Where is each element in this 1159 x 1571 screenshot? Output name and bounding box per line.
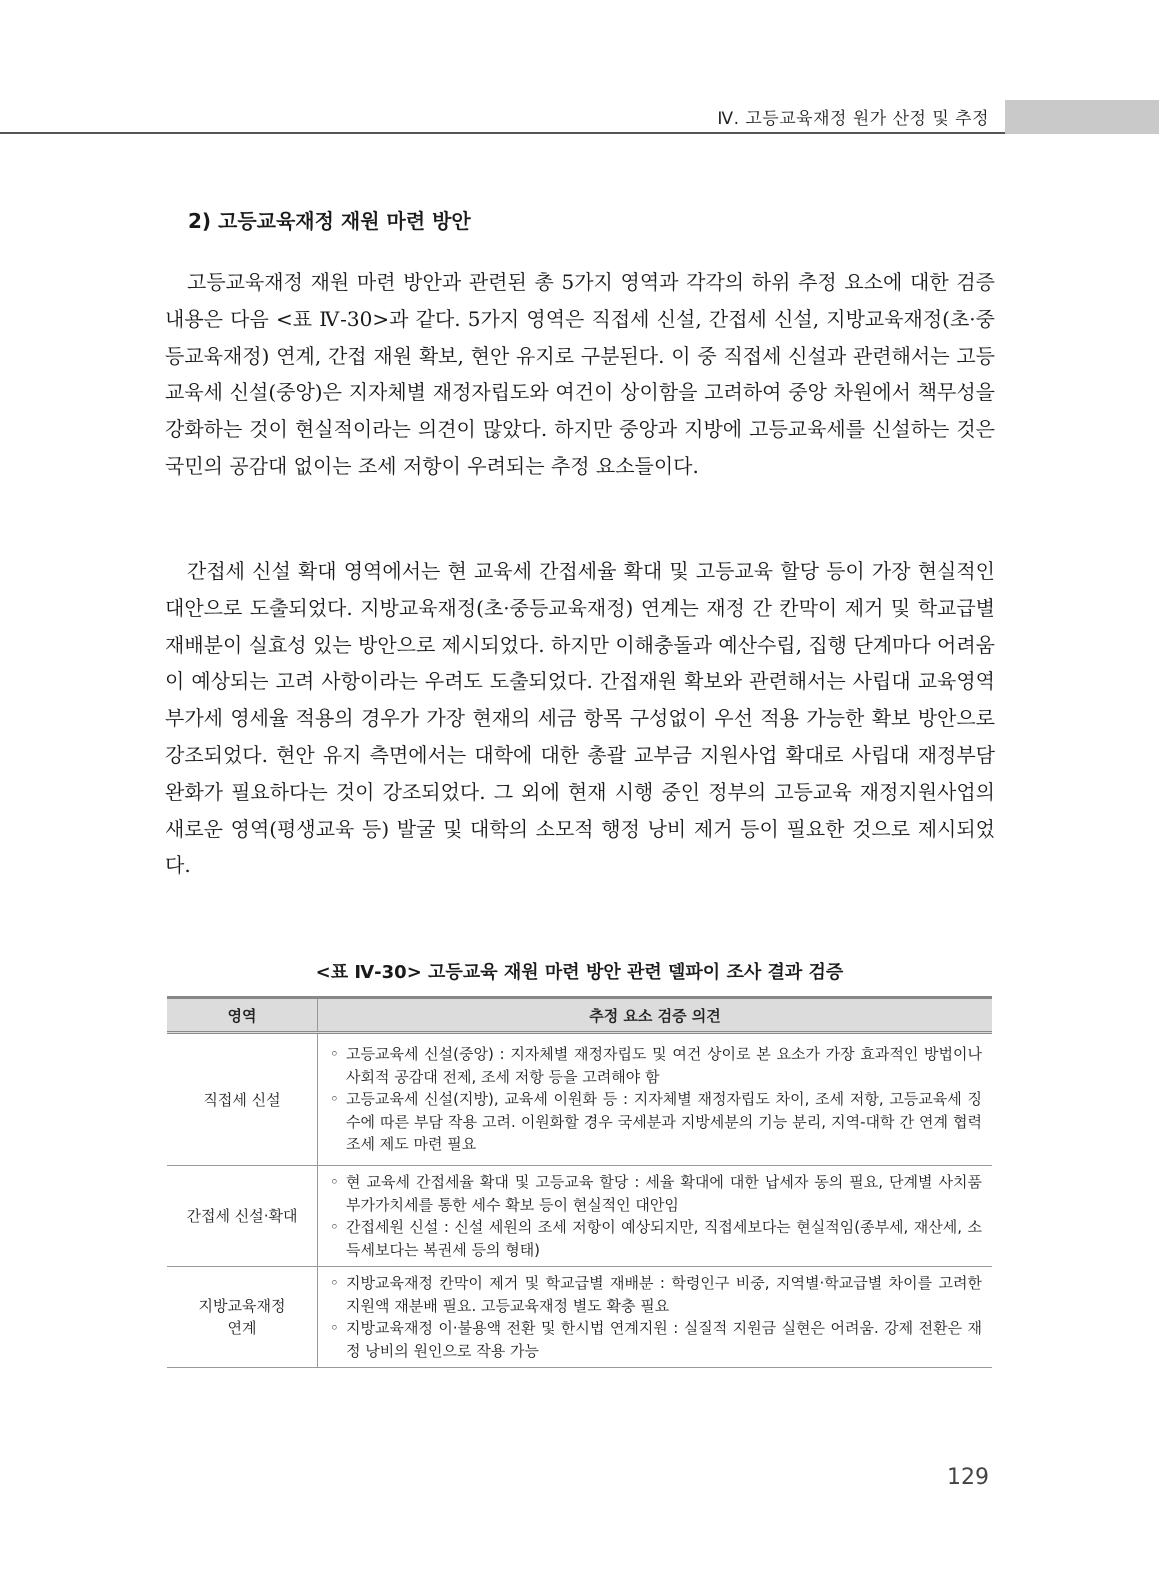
bullet-icon: ◦ xyxy=(330,1090,339,1109)
opinion-text: 지방교육재정 칸막이 제거 및 학교급별 재배분 : 학령인구 비중, 지역별·학교급별 차이를 고려한 지원액 재분배 필요. 고등교육재정 별도 확충 필요 xyxy=(346,1274,982,1315)
area-label: 간접세 신설·확대 xyxy=(186,1207,298,1225)
paragraph-text: 고등교육재정 재원 마련 방안과 관련된 총 5가지 영역과 각각의 하위 추정 요소에 대한 검증 내용은 다음 <표 Ⅳ-30>과 같다. 5가지 영역은 직접세 신설, 간접세 신설, 지방교육재정(초·중등교육재정) 연계, 간접 재원 확보, 현안 유지로 구분된다. 이 중 직접세 신설과 관련해서는 고등교육세 신설(중앙)은 지자체별 재정자립도와 여건이 상이함을 고려하여 중앙 차원에서 책무성을 강화하는 것이 현실적이라는 의견이 많았다. 하지만 중앙과 지방에 고등교육세를 신설하는 것은 국민의 공감대 없이는 조세 저항이 우려되는 추정 요소들이다. xyxy=(165,270,995,478)
bullet-icon: ◦ xyxy=(330,1045,339,1064)
table-row xyxy=(167,1166,992,1267)
paragraph-1 xyxy=(165,264,995,485)
header-rule xyxy=(0,132,1005,134)
header-tab xyxy=(1005,100,1159,134)
bullet-icon: ◦ xyxy=(330,1218,339,1236)
opinion-item xyxy=(328,1317,982,1362)
opinion-text: 현 교육세 간접세율 확대 및 고등교육 할당 : 세율 확대에 대한 납세자 동의 필요, 단계별 사치품 부가가치세를 통한 세수 확보 등이 현실적인 대안임 xyxy=(346,1173,982,1214)
opinion-item xyxy=(328,1043,982,1088)
opinion-text: 고등교육세 신설(지방), 교육세 이원화 등 : 지자체별 재정자립도 차이, 조세 저항, 고등교육세 징수에 따른 부담 작용 고려. 이원화할 경우 국세분과 지방세분의 기능 분리, 지역-대학 간 연계 협력 조세 제도 마련 필요 xyxy=(346,1090,982,1154)
opinion-text: 지방교육재정 이·불용액 전환 및 한시법 연계지원 : 실질적 지원금 실현은 어려움. 강제 전환은 재정 낭비의 원인으로 작용 가능 xyxy=(346,1319,982,1360)
area-label: 직접세 신설 xyxy=(203,1090,281,1109)
opinion-item xyxy=(328,1171,982,1216)
opinion-text: 고등교육세 신설(중앙) : 지자체별 재정자립도 및 여건 상이로 본 요소가 가장 효과적인 방법이나 사회적 공감대 전제, 조세 저항 등을 고려해야 함 xyxy=(346,1045,982,1086)
paragraph-2 xyxy=(165,553,995,884)
paragraph-text: 간접세 신설 확대 영역에서는 현 교육세 간접세율 확대 및 고등교육 할당 등이 가장 현실적인 대안으로 도출되었다. 지방교육재정(초·중등교육재정) 연계는 재정 간 칸막이 제거 및 학교급별 재배분이 실효성 있는 방안으로 제시되었다. 하지만 이해충돌과 예산수립, 집행 단계마다 어려움이 예상되는 고려 사항이라는 우려도 도출되었다. 간접재원 확보와 관련해서는 사립대 교육영역 부가세 영세율 적용의 경우가 가장 현재의 세금 항목 구성없이 우선 적용 가능한 확보 방안으로 강조되었다. 현안 유지 측면에서는 대학에 대한 총괄 교부금 지원사업 확대로 사립대 재정부담 완화가 필요하다는 것이 강조되었다. 그 외에 현재 시행 중인 정부의 고등교육 재정지원사업의 새로운 영역(평생교육 등) 발굴 및 대학의 소모적 행정 낭비 제거 등이 필요한 것으로 제시되었다. xyxy=(165,559,995,878)
table-caption: <표 Ⅳ-30> 고등교육 재원 마련 방안 관련 델파이 조사 결과 검증 xyxy=(315,962,844,983)
column-header-area: 영역 xyxy=(167,998,318,1033)
opinion-text: 간접세원 신설 : 신설 세원의 조세 저항이 예상되지만, 직접세보다는 현실적임(종부세, 재산세, 소득세보다는 복권세 등의 형태) xyxy=(346,1218,982,1259)
opinion-cell xyxy=(318,1267,993,1368)
chapter-title: Ⅳ. 고등교육재정 원가 산정 및 추정 xyxy=(717,109,989,129)
bullet-icon: ◦ xyxy=(330,1274,339,1292)
running-header xyxy=(0,100,1159,134)
table-row xyxy=(167,1033,992,1166)
area-cell xyxy=(167,1166,318,1267)
page-number: 129 xyxy=(947,1465,989,1490)
section-heading: 2) 고등교육재정 재원 마련 방안 xyxy=(188,209,471,233)
table-row xyxy=(167,1267,992,1368)
opinion-item xyxy=(328,1216,982,1261)
opinion-item xyxy=(328,1088,982,1156)
bullet-icon: ◦ xyxy=(330,1319,339,1337)
area-label: 지방교육재정 xyxy=(198,1297,286,1315)
bullet-icon: ◦ xyxy=(330,1173,339,1191)
area-label: 연계 xyxy=(227,1319,257,1337)
area-cell xyxy=(167,1033,318,1166)
opinion-item xyxy=(328,1272,982,1317)
opinion-cell xyxy=(318,1166,993,1267)
delphi-results-table xyxy=(167,996,992,1368)
column-header-opinion: 추정 요소 검증 의견 xyxy=(318,998,993,1033)
area-cell xyxy=(167,1267,318,1368)
opinion-cell xyxy=(318,1033,993,1166)
table-header-row xyxy=(167,998,992,1033)
